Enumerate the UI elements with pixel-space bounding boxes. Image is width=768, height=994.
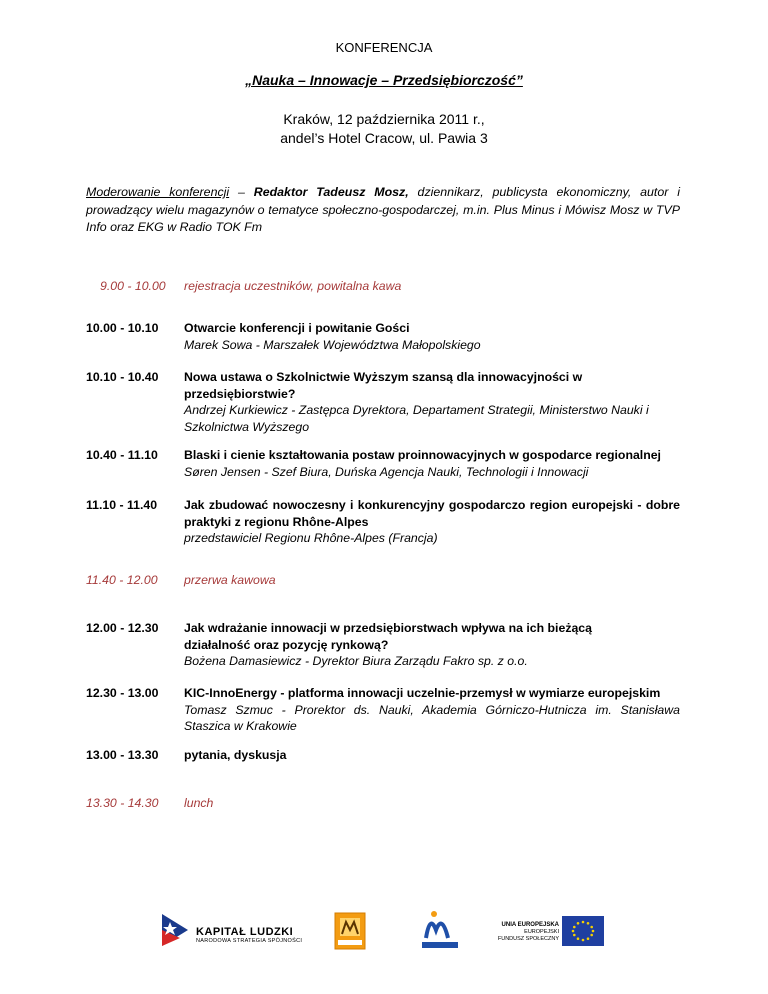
kapital-ludzki-logo (158, 910, 308, 958)
moderation-label: Moderowanie konferencji (86, 185, 230, 199)
agenda-time: 11.10 - 11.40 (86, 498, 158, 512)
agenda-title: pytania, dyskusja (184, 748, 287, 762)
conference-title: „Nauka – Innowacje – Przedsiębiorczość” (245, 72, 523, 88)
agenda-time: 12.00 - 12.30 (86, 621, 159, 635)
agenda-time: 12.30 - 13.00 (86, 686, 159, 700)
agenda-title: przerwa kawowa (184, 573, 276, 587)
agenda-time: 13.30 - 14.30 (86, 796, 159, 810)
document-kicker: KONFERENCJA (335, 40, 433, 55)
agenda-speaker: Tomasz Szmuc - Prorektor ds. Nauki, Akademia Górniczo-Hutnicza im. Stanisława Staszica w Krakowie (184, 702, 680, 733)
moderator-description: dziennikarz, publicysta ekonomiczny, autor i prowadzący wielu magazynów o tematyce społeczno-gospodarczej, m.in. Plus Minus i Mówisz Mosz w TVP Info oraz EKG w Radio TOK Fm (86, 185, 680, 234)
agenda-title: KIC-InnoEnergy - platforma innowacji uczelnie-przemysł w wymiarze europejskim (184, 686, 661, 700)
eu-flag-icon (562, 916, 604, 946)
kapital-ludzki-title: KAPITAŁ LUDZKI (196, 926, 294, 938)
eu-fund-label-2: FUNDUSZ SPOŁECZNY (497, 936, 559, 942)
agenda-title: lunch (184, 796, 214, 810)
eu-union-label: UNIA EUROPEJSKA (501, 922, 559, 928)
malopolska-emblem-icon (334, 912, 366, 950)
venue-address: andel’s Hotel Cracow, ul. Pawia 3 (280, 130, 488, 146)
agenda-title: Nowa ustawa o Szkolnictwie Wyższym szansą dla innowacyjności w przedsiębiorstwie? (184, 370, 583, 401)
moderation-paragraph (86, 184, 680, 237)
agenda-speaker: Bożena Damasiewicz - Dyrektor Biura Zarządu Fakro sp. z o.o. (184, 654, 528, 668)
malopolska-m-emblem-icon (420, 908, 460, 952)
agenda-time: 10.00 - 10.10 (86, 321, 159, 335)
agenda-title: Jak zbudować nowoczesny i konkurencyjny gospodarczo region europejski - dobre praktyki z regionu Rhône-Alpes (184, 498, 680, 529)
agenda-title: Jak wdrażanie innowacji w przedsiębiorstwach wpływa na ich bieżącą działalność oraz pozycję rynkową? (184, 621, 592, 652)
venue-date: Kraków, 12 października 2011 r., (283, 111, 485, 127)
venue-block (0, 110, 768, 148)
agenda-time: 10.40 - 11.10 (86, 448, 158, 462)
eu-fund-text (483, 922, 559, 943)
eu-fund-label-1: EUROPEJSKI (524, 929, 559, 935)
agenda-title: Blaski i cienie kształtowania postaw proinnowacyjnych w gospodarce regionalnej (184, 448, 661, 462)
agenda-speaker: przedstawiciel Regionu Rhône-Alpes (Francja) (184, 531, 438, 545)
malopolska-eu-logo (420, 908, 460, 957)
agenda-time: 9.00 - 10.00 (100, 279, 166, 293)
agenda-speaker: Søren Jensen - Szef Biura, Duńska Agencja Nauki, Technologii i Innowacji (184, 464, 589, 479)
kapital-ludzki-emblem-icon (158, 910, 192, 950)
agenda-time: 11.40 - 12.00 (86, 573, 158, 587)
agenda-title: Otwarcie konferencji i powitanie Gości (184, 321, 410, 335)
eu-flag-logo (562, 916, 604, 951)
malopolska-logo (334, 912, 366, 955)
moderation-dash: – (229, 185, 254, 199)
footer-logos (158, 904, 608, 964)
agenda-speaker: Andrzej Kurkiewicz - Zastępca Dyrektora, Departament Strategii, Ministerstwo Nauki i Szkolnictwa Wyższego (184, 403, 649, 434)
agenda-time: 13.00 - 13.30 (86, 748, 159, 762)
agenda-speaker: Marek Sowa - Marszałek Województwa Małopolskiego (184, 337, 481, 352)
agenda-title: rejestracja uczestników, powitalna kawa (184, 279, 402, 293)
moderator-name: Redaktor Tadeusz Mosz, (253, 185, 409, 199)
kapital-ludzki-subtitle: NARODOWA STRATEGIA SPÓJNOŚCI (196, 938, 303, 944)
agenda-time: 10.10 - 10.40 (86, 370, 159, 384)
